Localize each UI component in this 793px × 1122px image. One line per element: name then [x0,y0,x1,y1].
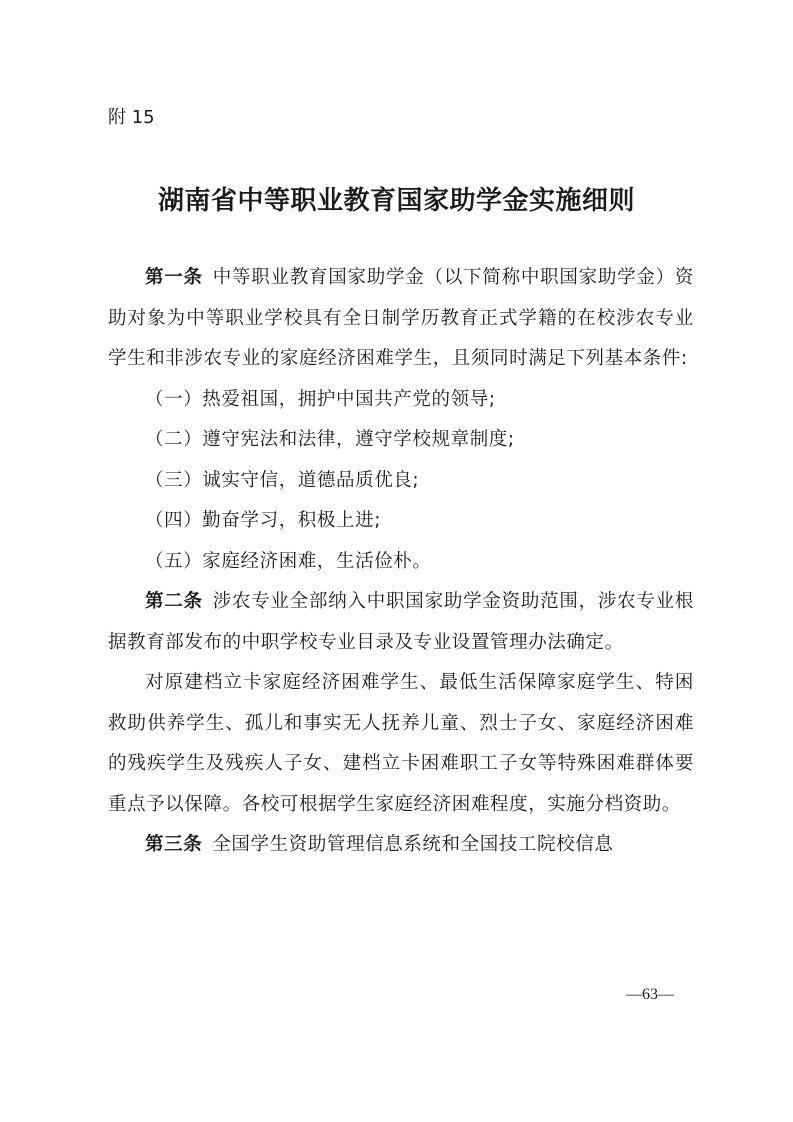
document-title: 湖南省中等职业教育国家助学金实施细则 [157,186,635,216]
document-body [108,258,694,866]
article-paragraph [108,825,694,866]
article-paragraph [108,258,694,380]
attachment-label: 附 15 [108,107,155,128]
article-label: 第一条 [145,267,203,288]
list-item [108,542,694,583]
article-label: 第二条 [145,591,203,612]
paragraph-text: 涉农专业全部纳入中职国家助学金资助范围，涉农专业根据教育部发布的中职学校专业目录及专业设置管理办法确定。 [108,591,694,653]
paragraph-text: （一）热爱祖国，拥护中国共产党的领导; [145,388,496,410]
paragraph-text: （四）勤奋学习，积极上进; [145,510,382,531]
list-item [108,420,694,461]
list-item [108,380,694,421]
article-label: 第三条 [145,834,203,855]
article-paragraph [108,582,694,663]
paragraph-text: 全国学生资助管理信息系统和全国技工院校信息 [212,834,614,855]
paragraph-text: （二）遵守宪法和法律，遵守学校规章制度; [145,429,515,450]
list-item [108,501,694,542]
paragraph-text: 中等职业教育国家助学金（以下简称中职国家助学金）资助对象为中等职业学校具有全日制学历教育正式学籍的在校涉农专业学生和非涉农专业的家庭经济困难学生，且须同时满足下列基本条件: [108,267,694,369]
paragraph-text: （五）家庭经济困难，生活俭朴。 [145,550,432,572]
list-item [108,461,694,502]
paragraph-text: 对原建档立卡家庭经济困难学生、最低生活保障家庭学生、特困救助供养学生、孤儿和事实无人抚养儿童、烈士子女、家庭经济困难的残疾学生及残疾人子女、建档立卡困难职工子女等特殊困难群体要重点予以保障。各校可根据学生家庭经济困难程度，实施分档资助。 [108,672,694,815]
body-paragraph [108,663,694,825]
paragraph-text: （三）诚实守信，道德品质优良; [145,469,420,491]
page-number: —63— [626,986,674,1003]
